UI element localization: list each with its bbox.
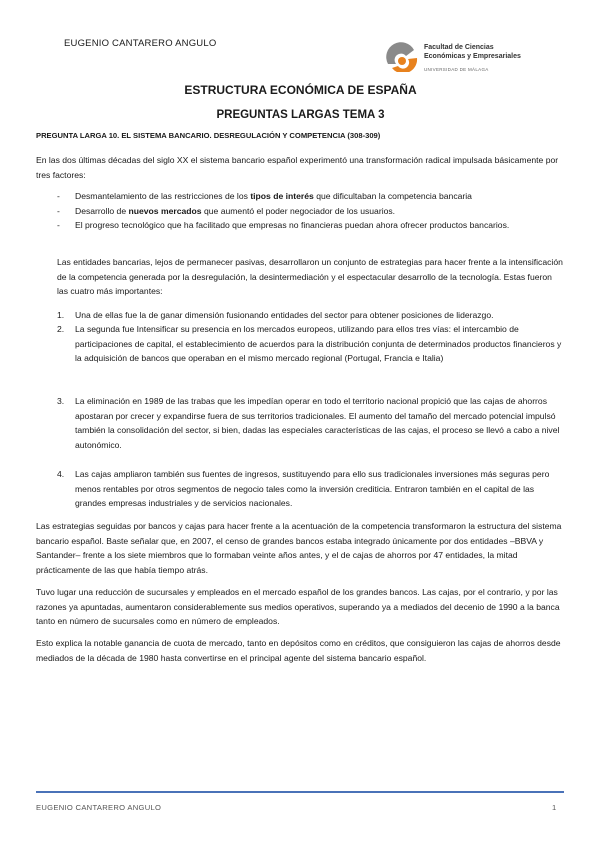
strategy-text: Una de ellas fue la de ganar dimensión fusionando entidades del sector para obtener posiciones de liderazgo. [75,310,494,320]
bullet-dash: - [57,191,60,201]
strategies-intro-paragraph: Las entidades bancarias, lejos de permanecer pasivas, desarrollaron un conjunto de estrategias para hacer frente a la intensificación de la competencia generada por la desregulación, la desintermediación y el espectacular desarrollo de la tecnología. Estas fueron las cuatro más importantes: [57,257,563,296]
strategy-text: La eliminación en 1989 de las trabas que les impedían operar en todo el territorio nacional propició que las cajas de ahorros apostaran por crecer y expandirse fuera de sus territorios tradicionales. El aumento del tamaño del mercado potencial impulsó también la consolidación del sector, si bien, dadas las especiales características de las cajas, el proceso se llevó a cabo a nivel autonómico. [75,396,560,450]
logo-line-2: Económicas y Empresariales [424,52,521,60]
logo-line-1: Facultad de Ciencias [424,44,494,51]
paragraph-market-share: Esto explica la notable ganancia de cuota de mercado, tanto en depósitos como en créditos, que consiguieron las cajas de ahorros desde mediados de la década de 1980 hasta convertirse en el principal agente del sistema bancario español. [36,638,561,663]
page-number: 1 [552,803,557,812]
strategy-number: 1. [57,310,65,320]
strategy-number: 3. [57,396,65,406]
strategy-text: La segunda fue Intensificar su presencia en los mercados europeos, utilizando para ellos tres vías: el intercambio de participaciones de capital, el establecimiento de acuerdos para la distribución conjunta de determinados productos financieros y la adquisición de bancos que operaban en el mismo mercado regional (Portugal, Francia e Italia) [75,324,562,363]
strategy-text: Las cajas ampliaron también sus fuentes de ingresos, sustituyendo para ello sus tradicionales inversiones más seguras pero menos rentables por otros segmentos de negocio tales como la inversión crediticia. Entraron también en el capital de las grandes empresas industriales y de servicios nacionales. [75,469,550,508]
document-title: ESTRUCTURA ECONÓMICA DE ESPAÑA [184,83,417,97]
strategy-number: 4. [57,469,65,479]
footer-author: EUGENIO CANTARERO ANGULO [36,803,162,812]
paragraph-branches: Tuvo lugar una reducción de sucursales y empleados en el mercado español de los grandes bancos. Las cajas, por el contrario, y por las razones ya apuntadas, aumentaron considerablemente sus medios operativos, superando ya a mediados del decenio de 1990 a la banca tanto en número de sucursales como en número de empleados. [36,587,560,626]
bullet-dash: - [57,220,60,230]
strategy-number: 2. [57,324,65,334]
footer-rule [36,791,564,793]
paragraph-bank-structure: Las estrategias seguidas por bancos y cajas para hacer frente a la acentuación de la competencia transformaron la estructura del sistema bancario español. Baste señalar que, en 2007, el censo de grandes bancos estaba integrado únicamente por dos entidades –BBVA y Santander– frente a los siete miembros que lo formaban veinte años antes, y el de cajas de ahorros por 47 entidades, la mitad prácticamente de las que había tiempo atrás. [36,521,562,575]
section-heading: PREGUNTA LARGA 10. EL SISTEMA BANCARIO. DESREGULACIÓN Y COMPETENCIA (308-309) [36,131,381,140]
intro-paragraph: En las dos últimas décadas del siglo XX el sistema bancario español experimentó una transformación radical impulsada básicamente por tres factores: [36,155,559,180]
bullet-dash: - [57,206,60,216]
faculty-logo-text [424,44,521,61]
document-subtitle: PREGUNTAS LARGAS TEMA 3 [216,109,385,121]
faculty-logo [384,40,559,76]
header-author: EUGENIO CANTARERO ANGULO [64,38,217,49]
faculty-logo-icon [384,42,420,72]
logo-subtitle: UNIVERSIDAD DE MÁLAGA [424,67,489,72]
document-page: EUGENIO CANTARERO ANGULO Facultad de Ciencias Económicas y Empresariales UNIVERSIDAD DE MÁLAGA ESTRUCTURA ECONÓMICA DE ESPAÑA PREGUNTAS LARGAS TEMA 3 PREGUNTA LARGA 10. EL SISTEMA BANCARIO. DESREGULACIÓN Y COMPETENCIA (308-309) En las dos últimas décadas del siglo XX el sistema bancario español experimentó una transformación radical impulsada básicamente por tres factores: - Desmantelamiento de las restricciones de los tipos de interés que dificultaban la competencia bancaria - Desarrollo de nuevos mercados que aumentó el poder negociador de los usuarios. - El progreso tecnológico que ha facilitado que empresas no financieras puedan ahora ofrecer productos bancarios. Las entidades bancarias, lejos de permanecer pasivas, desarrollaron un conjunto de estrategias para hacer frente a la intensificación de la competencia generada por la desregulación, la desintermediación y el espectacular desarrollo de la tecnología. Estas fueron las cuatro más importantes: 1. Una de ellas fue la de ganar dimensión fusionando entidades del sector para obtener posiciones de liderazgo. 2. La segunda fue Intensificar su presencia en los mercados europeos, utilizando para ellos tres vías: el intercambio de participaciones de capital, el establecimiento de acuerdos para la distribución conjunta de determinados productos financieros y la adquisición de bancos que operaban en el mismo mercado regional (Portugal, Francia e Italia) 3. La eliminación en 1989 de las trabas que les impedían operar en todo el territorio nacional propició que las cajas de ahorros apostaran por crecer y expandirse fuera de sus territorios tradicionales. El aumento del tamaño del mercado potencial impulsó también la consolidación del sector, si bien, dadas las especiales características de las cajas, el proceso se llevó a cabo a nivel autonómico. 4. Las cajas ampliaron también sus fuentes de ingresos, sustituyendo para ello sus tradicionales inversiones más seguras pero menos rentables por otros segmentos de negocio tales como la inversión crediticia. Entraron también en el capital de las grandes empresas industriales y de servicios nacionales. Las estrategias seguidas por bancos y cajas para hacer frente a la acentuación de la competencia transformaron la estructura del sistema bancario español. Baste señalar que, en 2007, el censo de grandes bancos estaba integrado únicamente por dos entidades –BBVA y Santander– frente a los siete miembros que lo formaban veinte años antes, y el de cajas de ahorros por 47 entidades, la mitad prácticamente de las que había tiempo atrás. Tuvo lugar una reducción de sucursales y empleados en el mercado español de los grandes bancos. Las cajas, por el contrario, y por las razones ya apuntadas, aumentaron considerablemente sus medios operativos, superando ya a mediados del decenio de 1990 a la banca tanto en número de sucursales como en número de empleados. Esto explica la notable ganancia de cuota de mercado, tanto en depósitos como en créditos, que consiguieron las cajas de ahorros desde mediados de la década de 1980 hasta convertirse en el principal agente del sistema bancario español. EUGENIO CANTARERO ANGULO 1 [0,0,601,848]
